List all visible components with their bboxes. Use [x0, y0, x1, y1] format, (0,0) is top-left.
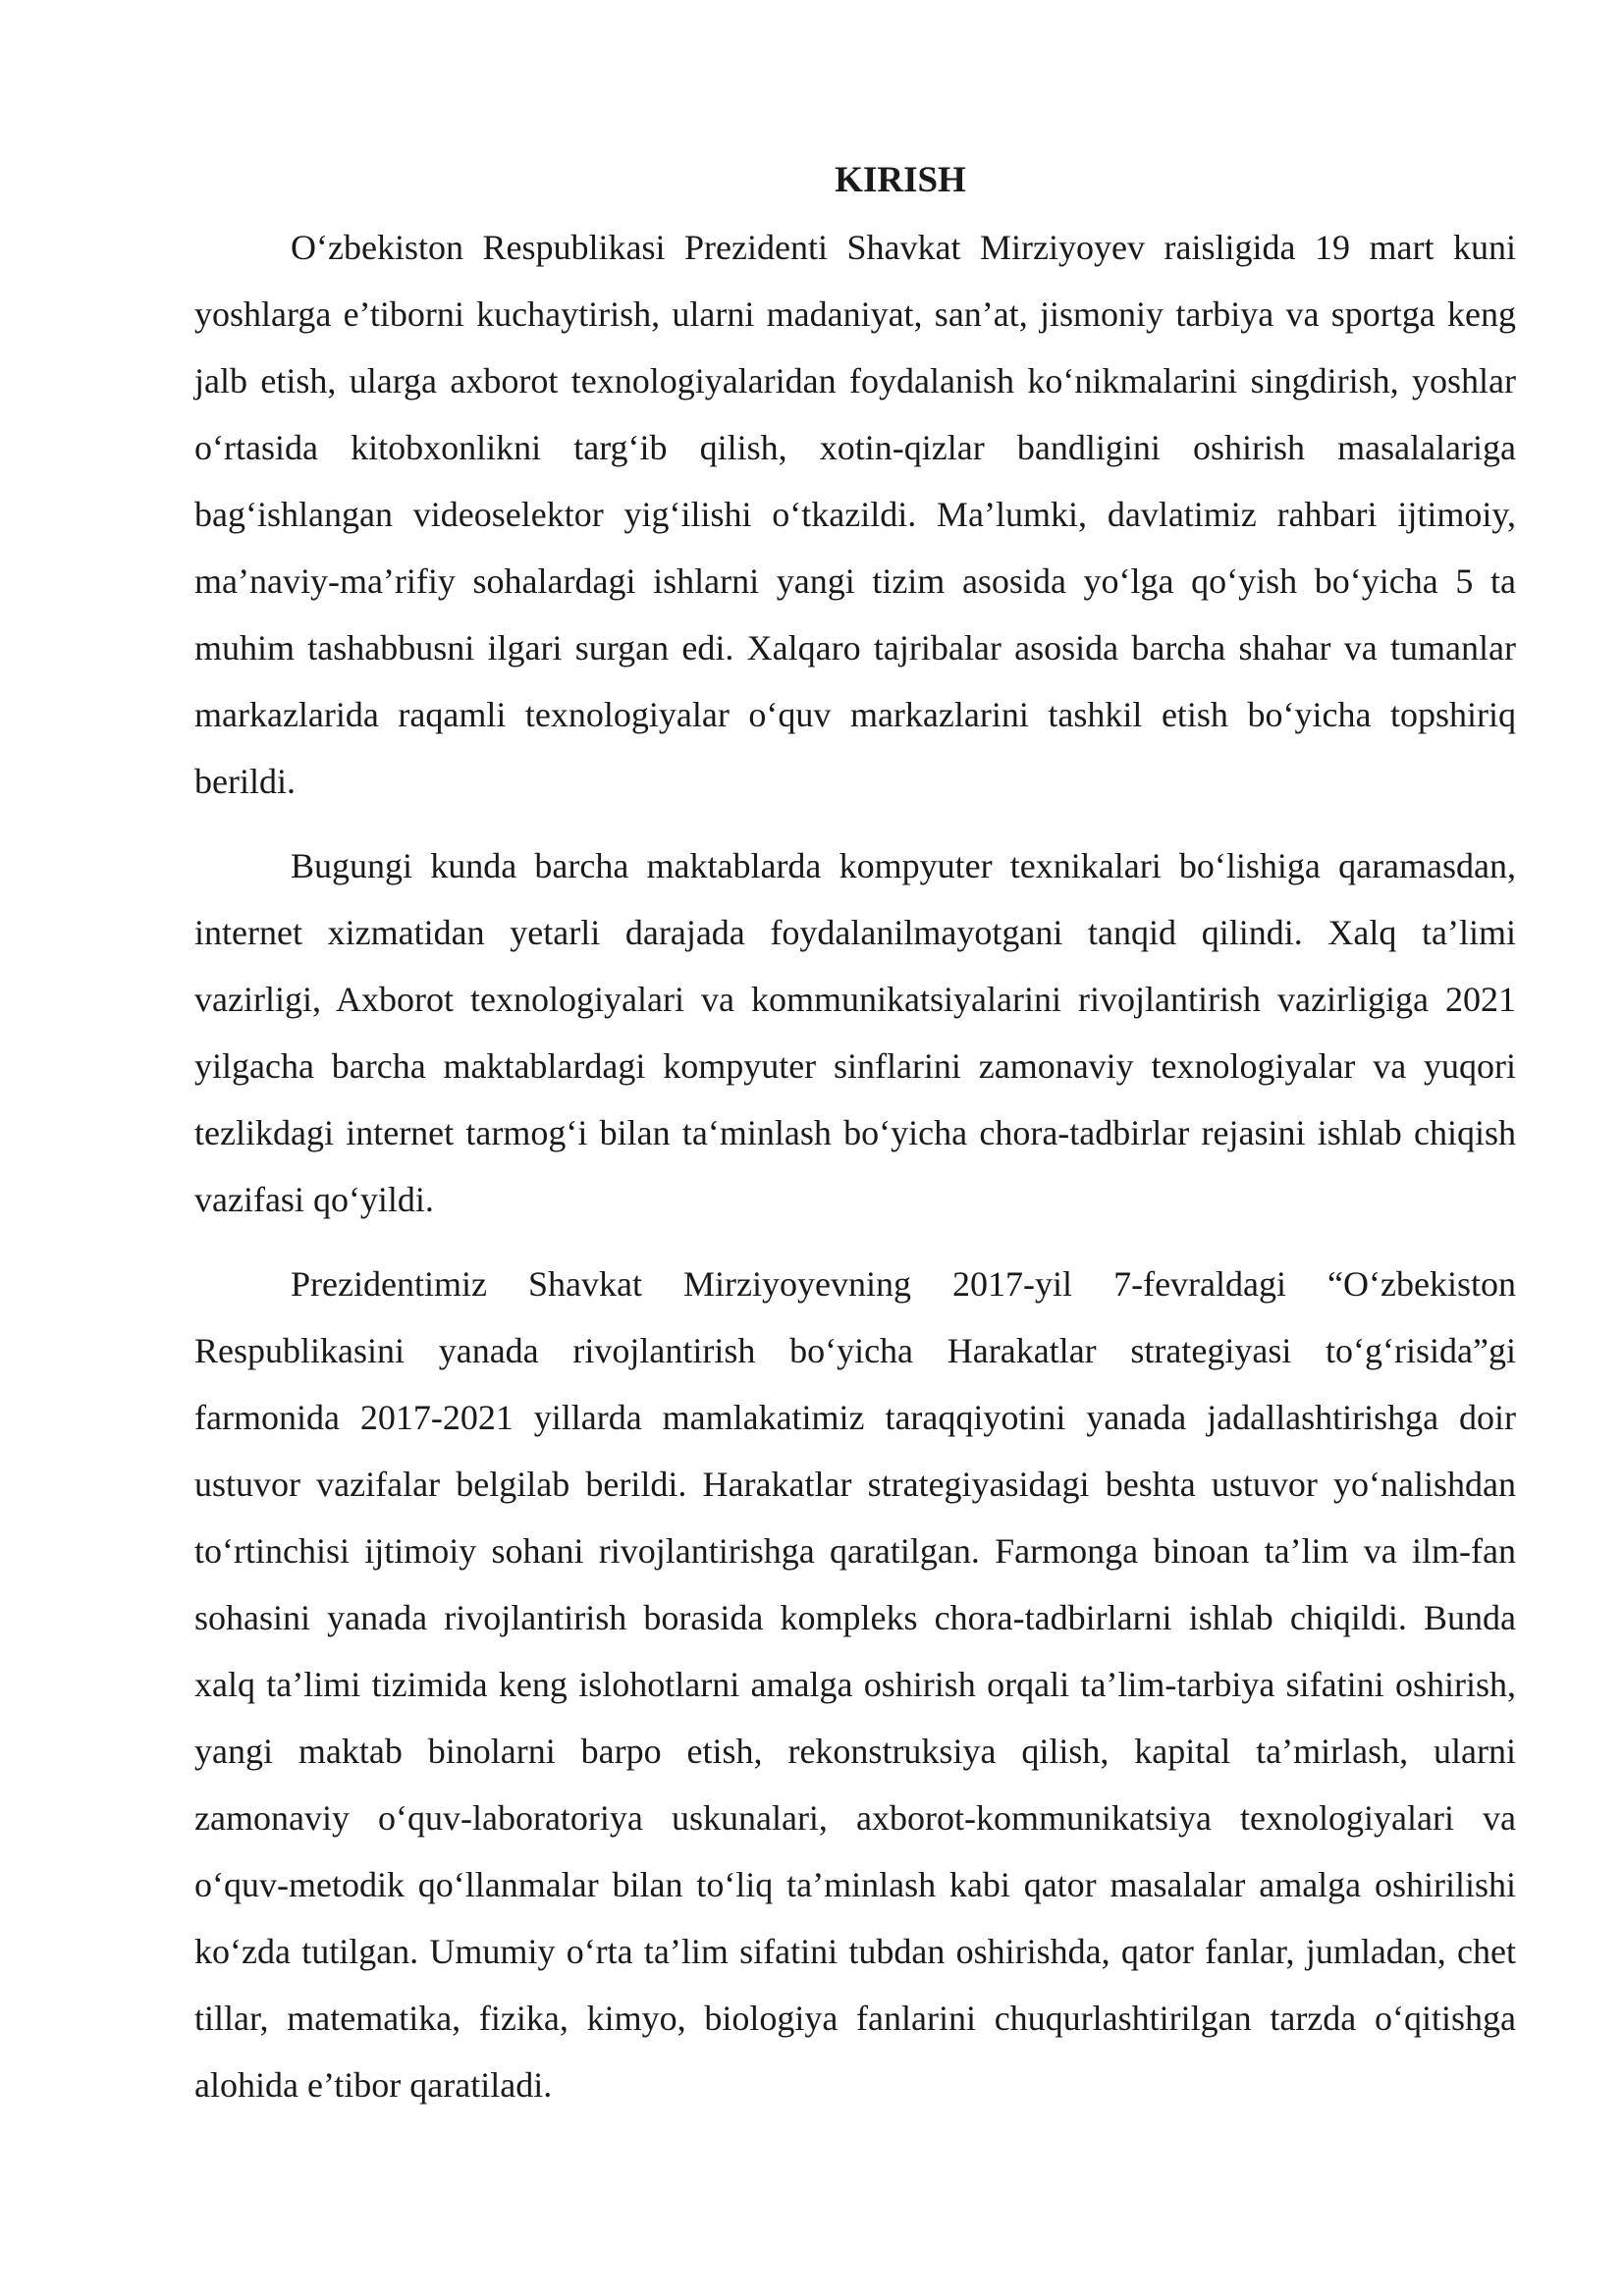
paragraph-3: Prezidentimiz Shavkat Mirziyoyevning 2017-yil 7-fevraldagi “O‘zbekiston Respublikasini yanada rivojlantirish bo‘yicha Harakatlar strategiyasi to‘g‘risida”gi farmonida 2017-2021 yillarda mamlakatimiz taraqqiyotini yanada jadallashtirishga doir ustuvor vazifalar belgilab berildi. Harakatlar strategiyasidagi beshta ustuvor yo‘nalishdan to‘rtinchisi ijtimoiy sohani rivojlantirishga qaratilgan. Farmonga binoan ta’lim va ilm-fan sohasini yanada rivojlantirish borasida kompleks chora-tadbirlarni ishlab chiqildi. Bunda xalq ta’limi tizimida keng islohotlarni amalga oshirish orqali ta’lim-tarbiya sifatini oshirish, yangi maktab binolarni barpo etish, rekonstruksiya qilish, kapital ta’mirlash, ularni zamonaviy o‘quv-laboratoriya uskunalari, axborot-kommunikatsiya texnologiyalari va o‘quv-metodik qo‘llanmalar bilan to‘liq ta’minlash kabi qator masalalar amalga oshirilishi ko‘zda tutilgan. Umumiy o‘rta ta’lim sifatini tubdan oshirishda, qator fanlar, jumladan, chet tillar, matematika, fizika, kimyo, biologiya fanlarini chuqurlashtirilgan tarzda o‘qitishga alohida e’tibor qaratiladi. — [194, 1264, 1516, 2105]
paragraph-2: Bugungi kunda barcha maktablarda kompyuter texnikalari bo‘lishiga qaramasdan, internet xizmatidan yetarli darajada foydalanilmayotgani tanqid qilindi. Xalq ta’limi vazirligi, Axborot texnologiyalari va kommunikatsiyalarini rivojlantirish vazirligiga 2021 yilgacha barcha maktablardagi kompyuter sinflarini zamonaviy texnologiyalar va yuqori tezlikdagi internet tarmog‘i bilan ta‘minlash bo‘yicha chora-tadbirlar rejasini ishlab chiqish vazifasi qo‘yildi. — [194, 846, 1516, 1219]
paragraph-1: O‘zbekiston Respublikasi Prezidenti Shavkat Mirziyoyev raisligida 19 mart kuni yoshlarga e’tiborni kuchaytirish, ularni madaniyat, san’at, jismoniy tarbiya va sportga keng jalb etish, ularga axborot texnologiyalaridan foydalanish ko‘nikmalarini singdirish, yoshlar o‘rtasida kitobxonlikni targ‘ib qilish, xotin-qizlar bandligini oshirish masalalariga bag‘ishlangan videoselektor yig‘ilishi o‘tkazildi. Ma’lumki, davlatimiz rahbari ijtimoiy, ma’naviy-ma’rifiy sohalardagi ishlarni yangi tizim asosida yo‘lga qo‘yish bo‘yicha 5 ta muhim tashabbusni ilgari surgan edi. Xalqaro tajribalar asosida barcha shahar va tumanlar markazlarida raqamli texnologiyalar o‘quv markazlarini tashkil etish bo‘yicha topshiriq berildi. — [194, 228, 1516, 801]
document-body — [194, 147, 1516, 2118]
document-title: KIRISH — [835, 160, 966, 200]
